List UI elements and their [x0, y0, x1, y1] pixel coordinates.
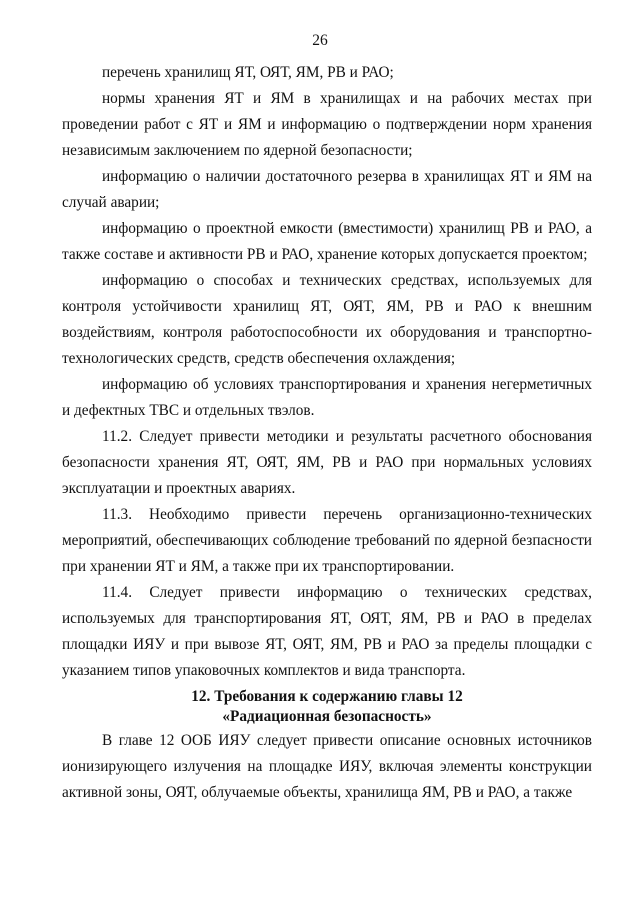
- paragraph-storage-norms: нормы хранения ЯТ и ЯМ в хранилищах и на рабочих местах при проведении работ с ЯТ и ЯМ и информацию о подтверждении норм хранения независимым заключением по ядерной безопасности;: [62, 90, 592, 159]
- paragraph-transport-conditions: информацию об условиях транспортирования и хранения негерметичных и дефектных ТВС и отдельных твэлов.: [62, 376, 592, 419]
- document-body: [62, 60, 592, 806]
- section-heading-title: 12. Требования к содержанию главы 12: [191, 688, 463, 705]
- paragraph-storage-list: перечень хранилищ ЯТ, ОЯТ, ЯМ, РВ и РАО;: [102, 64, 394, 81]
- section-heading-subtitle: «Радиационная безопасность»: [222, 708, 432, 725]
- paragraph-technical-means: информацию о способах и технических средствах, используемых для контроля устойчивости хранилищ ЯТ, ОЯТ, ЯМ, РВ и РАО к внешним воздействиям, контроля работоспособности их оборудования и транспортно-технологических средств, средств обеспечения охлаждения;: [62, 272, 592, 367]
- paragraph-11-4: 11.4. Следует привести информацию о технических средствах, используемых для транспортирования ЯТ, ОЯТ, ЯМ, РВ и РАО в пределах площадки ИЯУ и при вывозе ЯТ, ОЯТ, ЯМ, РВ и РАО за пределы площадки с указанием типов упаковочных комплектов и вида транспорта.: [62, 584, 592, 679]
- page-number: 26: [312, 32, 328, 49]
- section-heading-12: [62, 687, 592, 727]
- paragraph-chapter-12-intro: В главе 12 ООБ ИЯУ следует привести описание основных источников ионизирующего излучения на площадке ИЯУ, включая элементы конструкции активной зоны, ОЯТ, облучаемые объекты, хранилища ЯМ, РВ и РАО, а также: [62, 732, 592, 801]
- paragraph-reserve: информацию о наличии достаточного резерва в хранилищах ЯТ и ЯМ на случай аварии;: [62, 168, 592, 211]
- paragraph-11-3: 11.3. Необходимо привести перечень организационно-технических мероприятий, обеспечивающих соблюдение требований по ядерной безпасности при хранении ЯТ и ЯМ, а также при их транспортировании.: [62, 506, 592, 575]
- paragraph-design-capacity: информацию о проектной емкости (вместимости) хранилищ РВ и РАО, а также составе и активности РВ и РАО, хранение которых допускается проектом;: [62, 220, 592, 263]
- paragraph-11-2: 11.2. Следует привести методики и результаты расчетного обоснования безопасности хранения ЯТ, ОЯТ, ЯМ, РВ и РАО при нормальных условиях эксплуатации и проектных авариях.: [62, 428, 592, 497]
